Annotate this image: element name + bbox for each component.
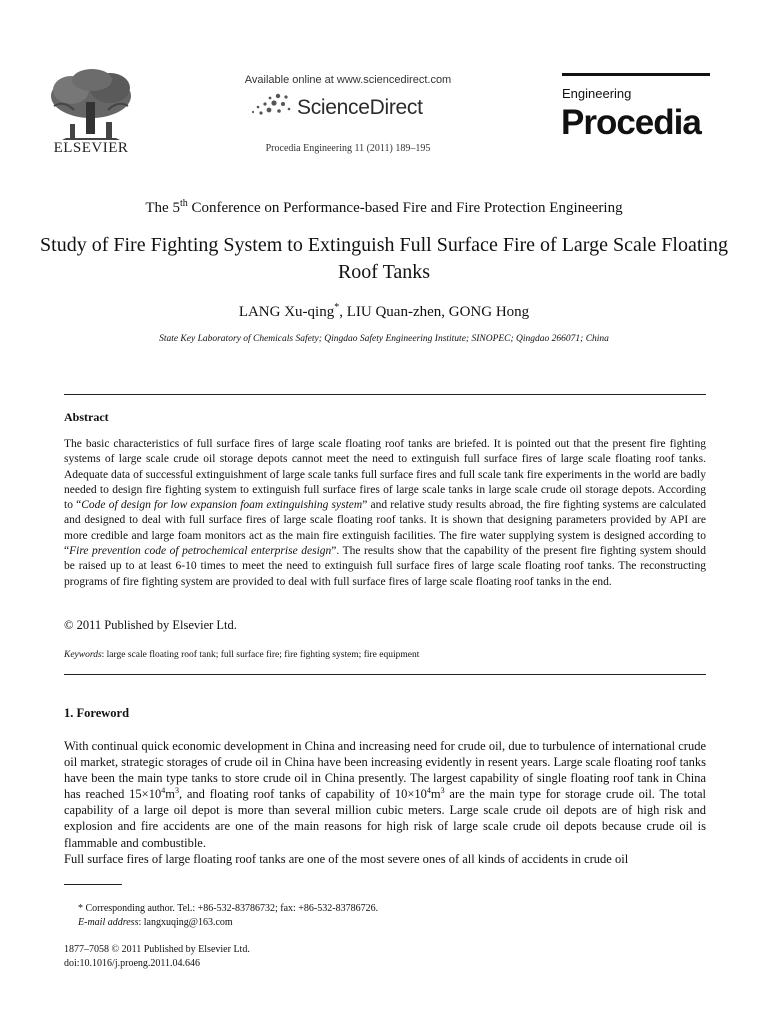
footnote-rule — [64, 884, 122, 885]
available-online-text: Available online at www.sciencedirect.com — [244, 74, 452, 86]
abstract-heading: Abstract — [64, 410, 109, 424]
publisher-name: ELSEVIER — [53, 140, 129, 156]
procedia-top-rule — [562, 73, 710, 76]
keywords-line: Keywords: large scale floating roof tank; full surface fire; fire fighting system; fire equipment — [64, 650, 420, 660]
abstract-body: The basic characteristics of full surface fires of large scale floating roof tanks are briefed. It is pointed out that the present fire fighting systems of large scale crude oil storage depots cannot meet the need to extinguish full surface fires of large scale floating roof tanks. Adequate data of successful extinguishment of large scale tanks full surface fires and full scale tank fire experiments in the world are badly needed to design fire fighting system to extinguish full surface fires of large scale tanks in large scale crude oil storage depots. According to “Code of design for low expansion foam extinguishing system” and relative study results abroad, the fire fighting systems are calculated and designed to deal with full surface fires of large scale floating roof tanks. It is shown that designing parameters provided by API are more credible and large foam monitors act as the main fire extinguish facilities. The fire water supplying system is designed according to “Fire prevention code of petrochemical enterprise design”. The results show that the capability of the present fire fighting system should be raised up to at least 6-10 times to meet the need to extinguish full surface fires of large scale floating roof tanks. The reconstructing programs of fire fighting system are provided to deal with full surface fires of large scale floating roof tanks in the end. — [64, 438, 707, 588]
abstract-bottom-rule — [64, 674, 706, 675]
copyright-line: © 2011 Published by Elsevier Ltd. — [64, 618, 237, 632]
procedia-wordmark: Procedia — [561, 103, 701, 142]
sciencedirect-dots-icon — [248, 92, 296, 118]
affiliation: State Key Laboratory of Chemicals Safety; Qingdao Safety Engineering Institute; SINOPEC; Qingdao 266071; China — [159, 334, 609, 344]
paper-title: Study of Fire Fighting System to Extinguish Full Surface Fire of Large Scale Floating Roof Tanks — [40, 234, 728, 283]
section-heading: 1. Foreword — [64, 706, 130, 720]
sciencedirect-wordmark: ScienceDirect — [297, 96, 423, 119]
doi-line[interactable]: doi:10.1016/j.proeng.2011.04.646 — [64, 958, 201, 969]
paragraph: With continual quick economic development in China and increasing need for crude oil, due to turbulence of international crude oil market, strategic storages of crude oil in China have been increasing evidently in resent years. Large scale floating roof tanks have been the main type tanks to store crude oil in China presently. The largest capability of single floating roof tank in China has reached $15\times 10^4m^3$, and floating roof tanks of capability of $10\times 10^4m^3$ are the main type for storage crude oil. The total capability of a large oil depot is more than several million cubic meters. Large scale crude oil depots are of high risk and explosion and fire accidents are one of the main reasons for high risk of large scale crude oil depots because crude oil is flammable and combustible. — [64, 739, 706, 850]
journal-citation: Procedia Engineering 11 (2011) 189–195 — [265, 143, 431, 154]
paragraph: Full surface fires of large floating roof tanks are one of the most severe ones of all kinds of accidents in crude oil — [64, 851, 629, 866]
abstract-top-rule — [64, 394, 706, 395]
section-body — [64, 738, 706, 867]
email-note: E-mail address: langxuqing@163.com — [78, 917, 233, 928]
conference-line: The 5th Conference on Performance-based Fire and Fire Protection Engineering — [145, 198, 623, 216]
corresponding-author-note: * Corresponding author. Tel.: +86-532-83786732; fax: +86-532-83786726. — [78, 903, 379, 914]
issn-line: 1877–7058 © 2011 Published by Elsevier Ltd. — [64, 944, 250, 955]
procedia-subtitle: Engineering — [562, 86, 632, 101]
author-list: LANG Xu-qing*, LIU Quan-zhen, GONG Hong — [238, 302, 530, 320]
